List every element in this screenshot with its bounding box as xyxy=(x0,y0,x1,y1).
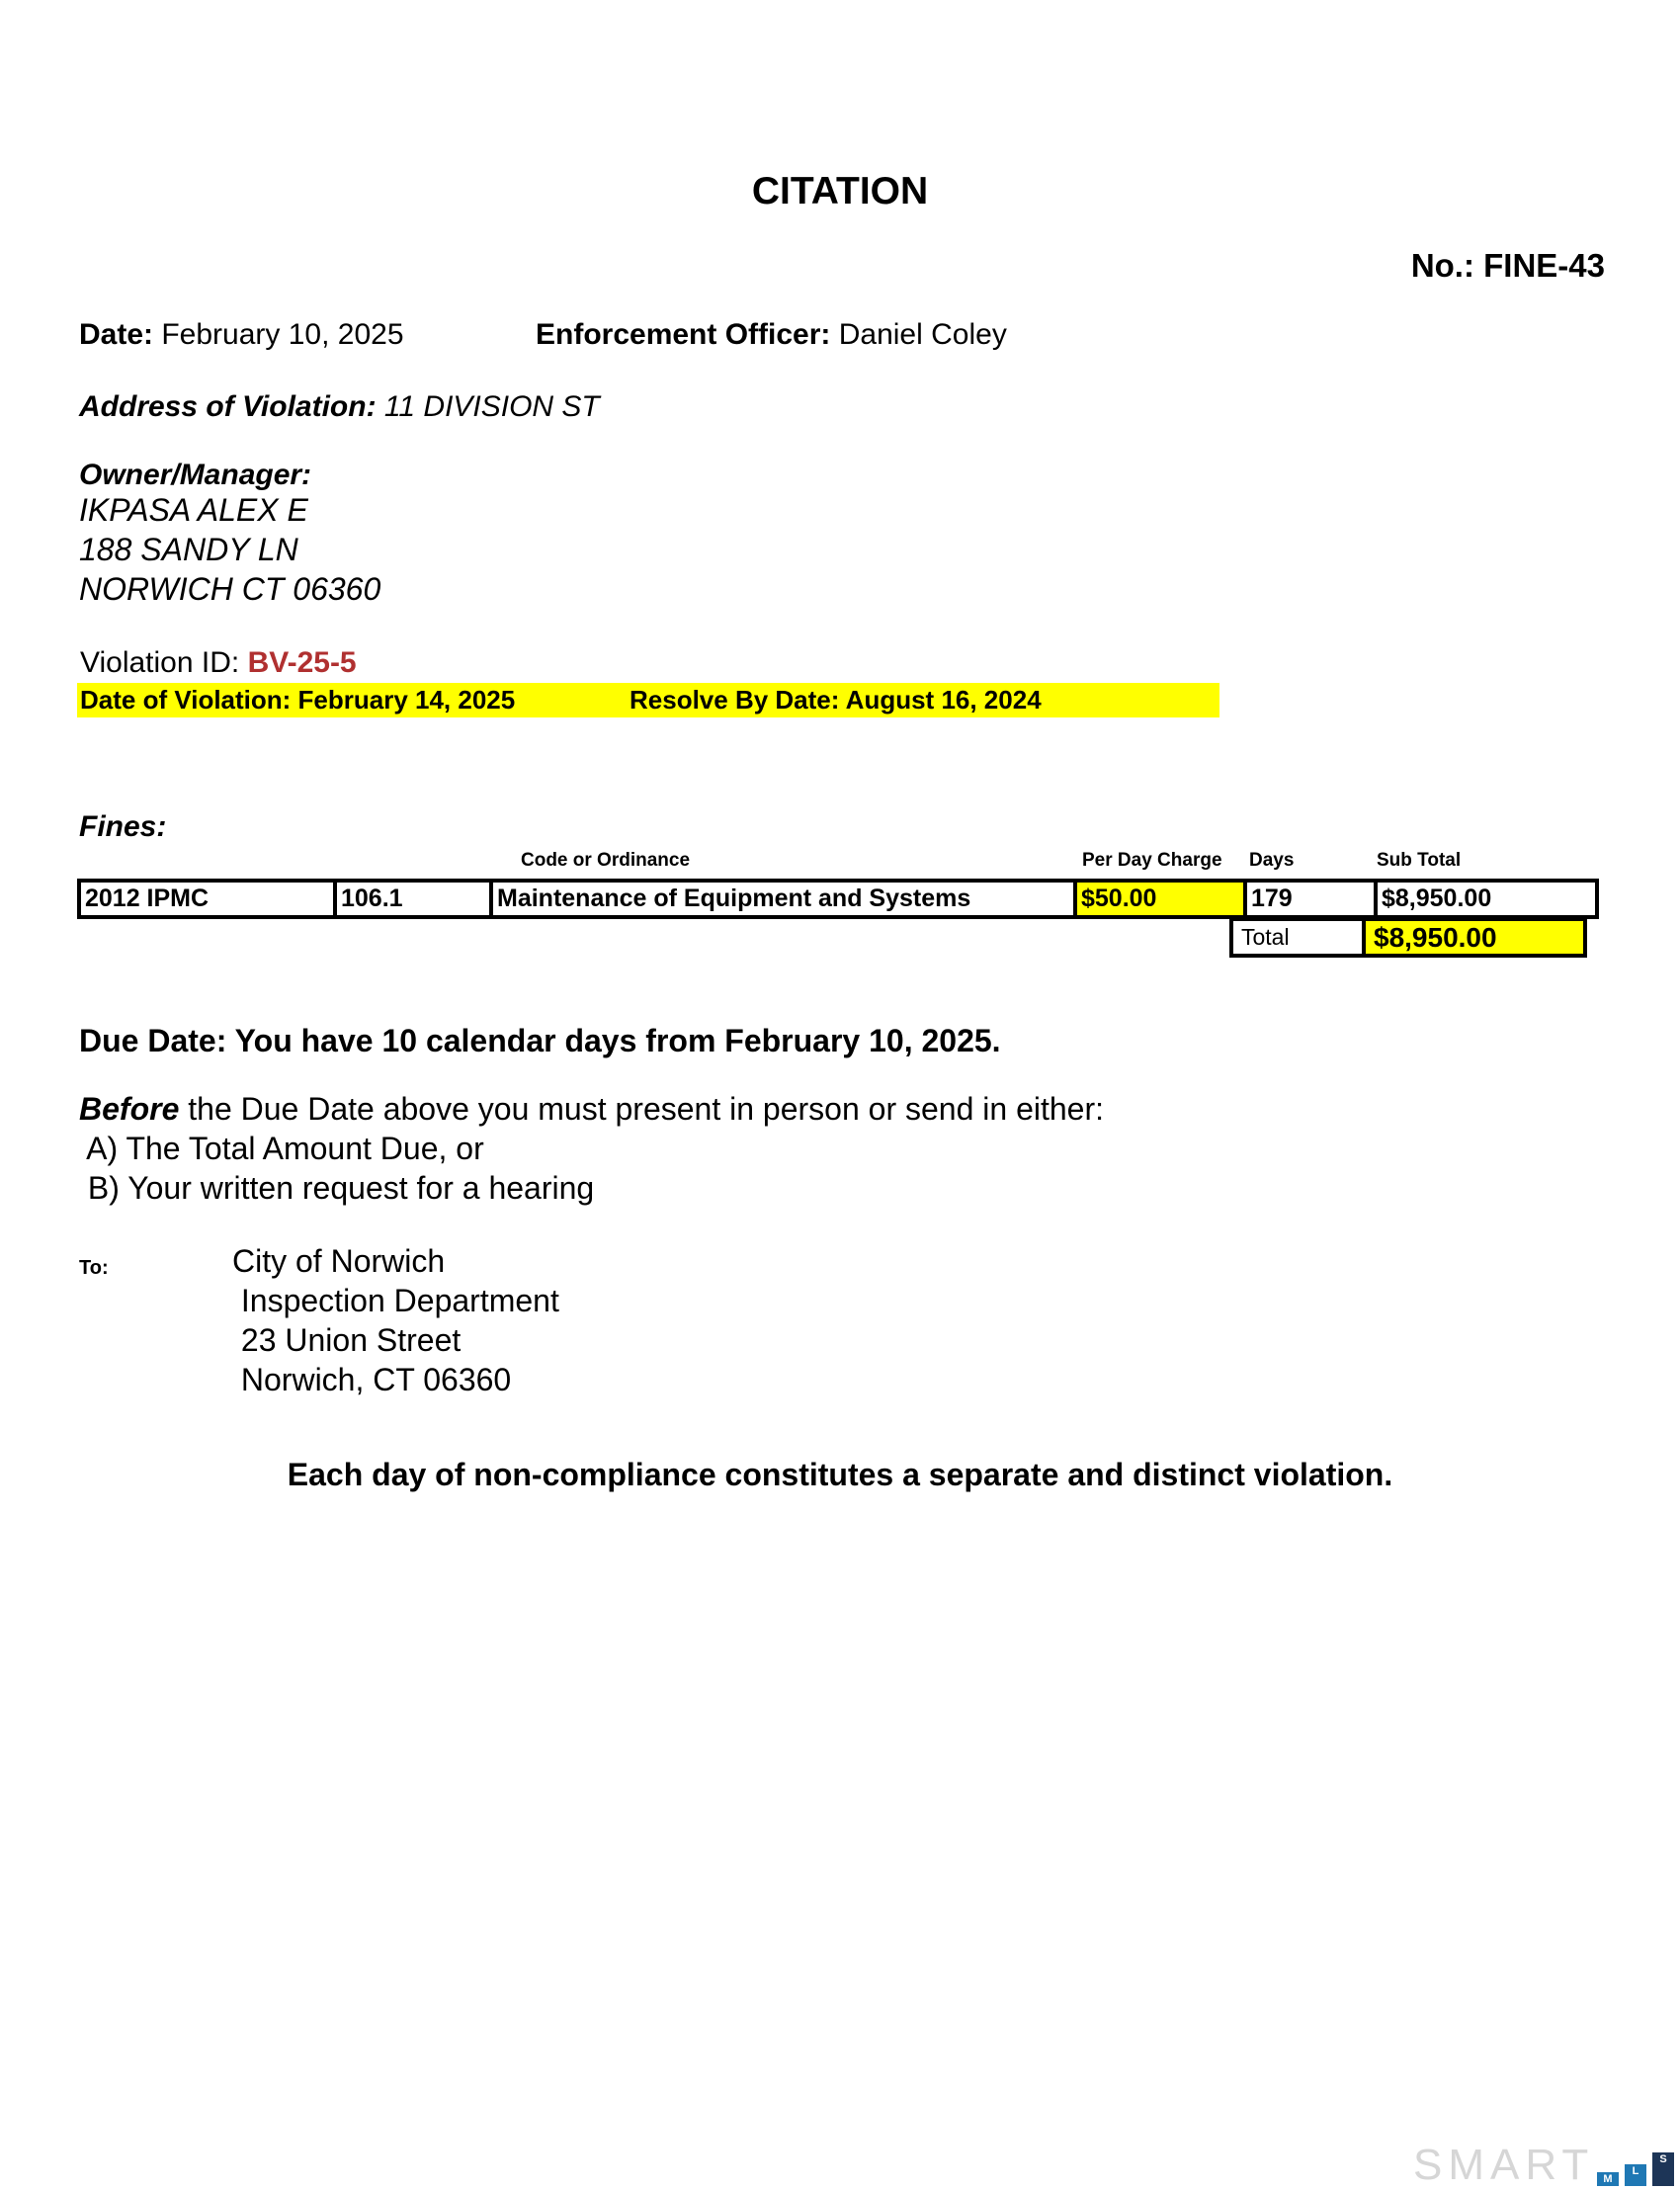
recipient-line: Inspection Department xyxy=(232,1283,559,1318)
before-text: the Due Date above you must present in person or send in either: xyxy=(179,1091,1105,1127)
address-line xyxy=(79,390,600,424)
officer-line xyxy=(536,318,1007,352)
violation-id-line xyxy=(80,646,357,680)
owner-line: 188 SANDY LN xyxy=(79,532,298,567)
column-header-days: Days xyxy=(1249,850,1295,871)
column-header-code: Code or Ordinance xyxy=(521,850,691,871)
officer-value: Daniel Coley xyxy=(838,318,1007,351)
fine-section: 106.1 xyxy=(335,881,491,917)
recipient-line: 23 Union Street xyxy=(232,1322,462,1358)
fine-subtotal: $8,950.00 xyxy=(1376,881,1597,917)
owner-line: NORWICH CT 06360 xyxy=(79,571,381,607)
logo-bar-s: S xyxy=(1652,2152,1674,2186)
total-label: Total xyxy=(1231,919,1364,956)
totals-table xyxy=(1229,917,1587,958)
date-label: Date: xyxy=(79,318,154,351)
logo-bar-l: L xyxy=(1625,2164,1646,2186)
option-b: B) Your written request for a hearing xyxy=(79,1170,595,1206)
resolve-by-date: Resolve By Date: August 16, 2024 xyxy=(630,685,1042,715)
column-header-subtotal: Sub Total xyxy=(1377,850,1462,871)
owner-line: IKPASA ALEX E xyxy=(79,492,308,528)
fine-description: Maintenance of Equipment and Systems xyxy=(491,881,1075,917)
table-row xyxy=(1231,919,1585,956)
logo-text: SMART xyxy=(1413,2141,1595,2189)
before-emphasis: Before xyxy=(79,1091,180,1127)
page-title: CITATION xyxy=(751,170,929,212)
table-row xyxy=(79,881,1597,917)
date-of-violation: Date of Violation: February 14, 2025 xyxy=(80,685,516,715)
violation-id-label: Violation ID: xyxy=(80,646,240,679)
owner-label: Owner/Manager: xyxy=(79,459,312,491)
to-label: To: xyxy=(79,1257,109,1279)
date-value: February 10, 2025 xyxy=(161,318,404,351)
address-label: Address of Violation: xyxy=(79,390,377,423)
recipient-line: City of Norwich xyxy=(232,1243,446,1279)
before-instructions xyxy=(79,1091,1104,1128)
date-line xyxy=(79,318,404,352)
recipient-line: Norwich, CT 06360 xyxy=(232,1362,512,1397)
total-value: $8,950.00 xyxy=(1364,919,1585,956)
officer-label: Enforcement Officer: xyxy=(536,318,831,351)
citation-number: No.: FINE-43 xyxy=(1410,247,1605,284)
due-date-heading: Due Date: You have 10 calendar days from February 10, 2025. xyxy=(79,1023,1001,1058)
fines-label: Fines: xyxy=(79,810,167,843)
fine-per-day: $50.00 xyxy=(1075,881,1245,917)
fine-days: 179 xyxy=(1245,881,1376,917)
violation-id-value: BV-25-5 xyxy=(247,646,357,679)
address-value: 11 DIVISION ST xyxy=(383,390,600,423)
option-a: A) The Total Amount Due, or xyxy=(79,1131,484,1166)
fine-code: 2012 IPMC xyxy=(79,881,335,917)
logo-bars xyxy=(1597,2150,1680,2186)
non-compliance-notice: Each day of non-compliance constitutes a separate and distinct violation. xyxy=(287,1457,1393,1492)
smart-mls-logo xyxy=(1413,2141,1667,2190)
fines-table xyxy=(77,879,1599,919)
logo-bar-m: M xyxy=(1597,2172,1619,2186)
column-header-per-day: Per Day Charge xyxy=(1082,850,1222,871)
